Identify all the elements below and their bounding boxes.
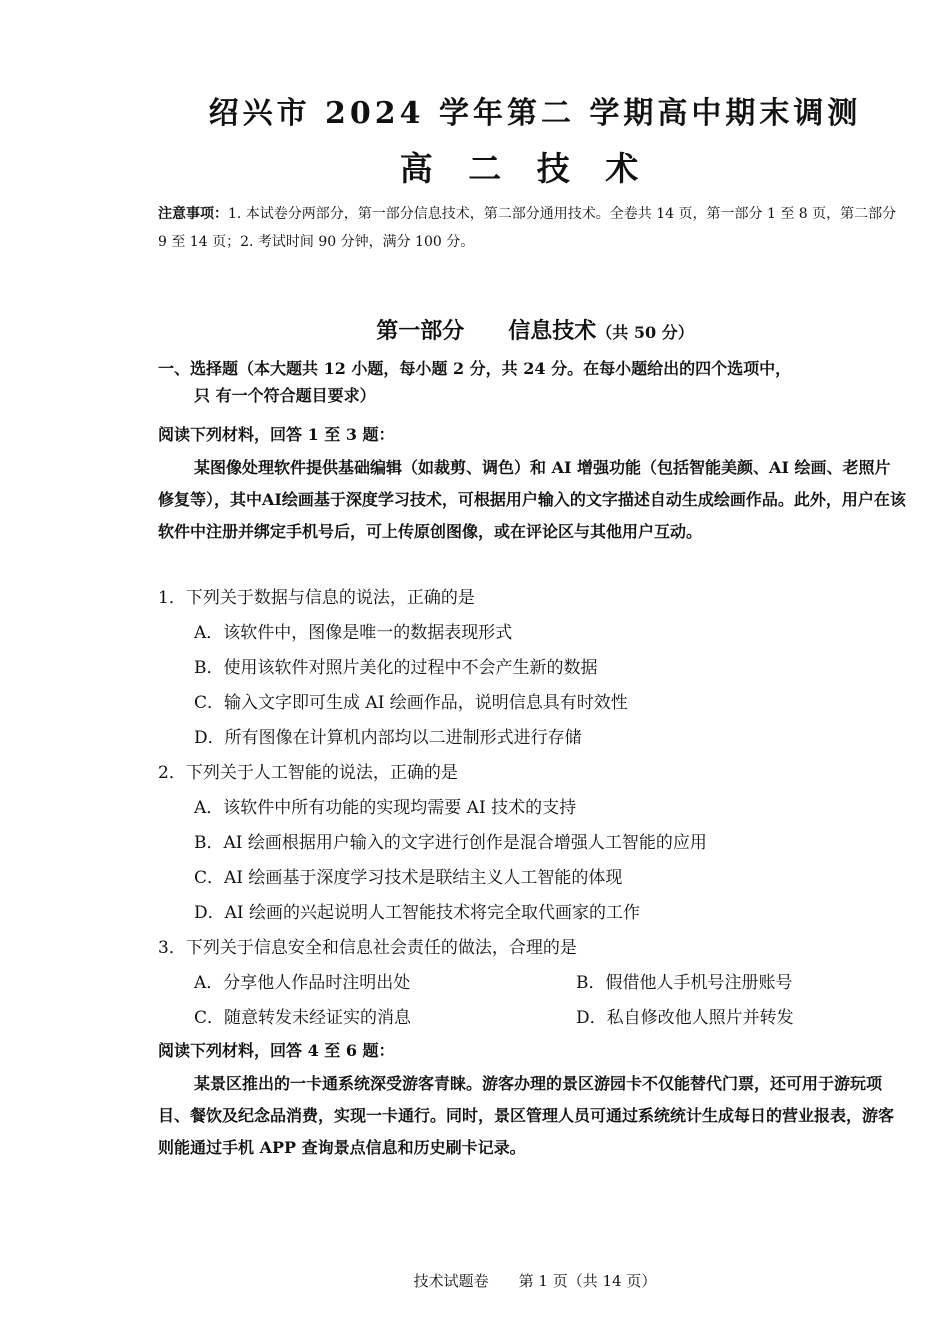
exam-subtitle: 高 二 技 术 [399, 149, 651, 188]
question-2-option-a: A．该软件中所有功能的实现均需要 AI 技术的支持 [194, 798, 577, 818]
question-1-option-d: D．所有图像在计算机内部均以二进制形式进行存储 [194, 728, 582, 748]
exam-title: 绍兴市 2024 学年第二 学期高中期末调测 [208, 96, 862, 131]
question-2-option-c: C．AI 绘画基于深度学习技术是联结主义人工智能的体现 [194, 868, 623, 888]
question-3-option-d: D．私自修改他人照片并转发 [576, 1008, 794, 1028]
part-heading [0, 314, 950, 345]
notes-label: 注意事项： [158, 206, 228, 222]
question-3-option-a: A．分享他人作品时注明出处 [194, 973, 411, 993]
part-score: （共 50 分） [596, 323, 694, 342]
question-1-option-a: A．该软件中，图像是唯一的数据表现形式 [194, 623, 513, 643]
question-3-option-c: C．随意转发未经证实的消息 [194, 1008, 412, 1028]
section-heading-line2: 只 有一个符合题目要求） [194, 386, 376, 405]
question-2-option-b: B．AI 绘画根据用户输入的文字进行创作是混合增强人工智能的应用 [194, 833, 707, 853]
question-2-option-d: D．AI 绘画的兴起说明人工智能技术将完全取代画家的工作 [194, 903, 641, 923]
reading-material-2: 某景区推出的一卡通系统深受游客青睐。游客办理的景区游园卡不仅能替代门票，还可用于游玩项目、餐饮及纪念品消费，实现一卡通行。同时，景区管理人员可通过系统统计生成每日的营业报表，游客则能通过手机 APP 查询景点信息和历史刷卡记录。 [158, 1074, 895, 1157]
reading-prompt-1: 阅读下列材料，回答 1 至 3 题： [158, 425, 395, 444]
question-1-option-c: C．输入文字即可生成 AI 绘画作品，说明信息具有时效性 [194, 693, 628, 713]
reading-material-1: 某图像处理软件提供基础编辑（如裁剪、调色）和 AI 增强功能（包括智能美颜、AI 绘画、老照片修复等），其中AI绘画基于深度学习技术，可根据用户输入的文字描述自动生成绘画作品。此外，用户在该软件中注册并绑定手机号后，可上传原创图像，或在评论区与其他用户互动。 [158, 458, 906, 541]
reading-prompt-2: 阅读下列材料，回答 4 至 6 题： [158, 1041, 395, 1060]
section-heading-line1: 一、选择题（本大题共 12 小题，每小题 2 分，共 24 分。在每小题给出的四个选项中， [158, 359, 792, 378]
page-footer: 技术试题卷 第 1 页（共 14 页） [413, 1272, 657, 1290]
question-3-stem: 3．下列关于信息安全和信息社会责任的做法，合理的是 [158, 938, 577, 958]
notes-text: 1. 本试卷分两部分，第一部分信息技术，第二部分通用技术。全卷共 14 页，第一部分 1 至 8 页，第二部分 9 至 14 页；2. 考试时间 90 分钟，满分 100 分。 [158, 206, 897, 250]
question-1-option-b: B．使用该软件对照片美化的过程中不会产生新的数据 [194, 658, 598, 678]
part-title: 第一部分 信息技术 [376, 318, 597, 344]
question-1-stem: 1．下列关于数据与信息的说法，正确的是 [158, 588, 475, 608]
question-2-stem: 2．下列关于人工智能的说法，正确的是 [158, 763, 458, 783]
notes [158, 200, 906, 256]
question-3-option-b: B．假借他人手机号注册账号 [576, 973, 793, 993]
